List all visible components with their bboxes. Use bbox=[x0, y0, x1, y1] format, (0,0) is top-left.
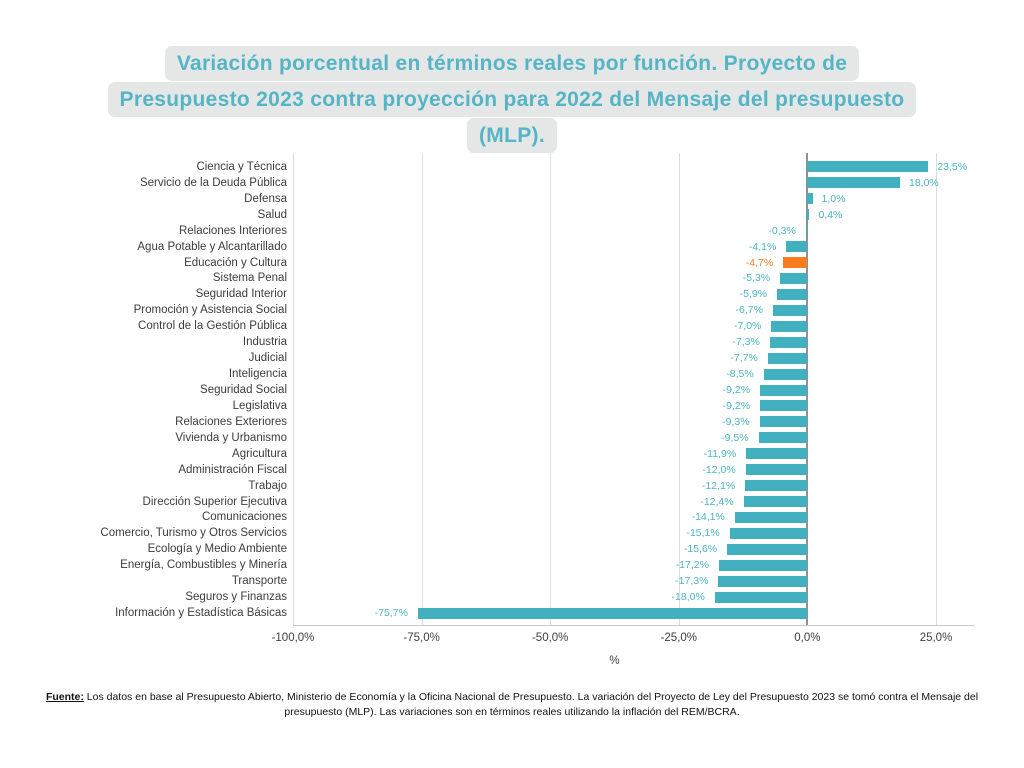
value-label: -17,2% bbox=[675, 559, 709, 572]
value-label: 23,5% bbox=[937, 160, 968, 173]
value-label: -7,0% bbox=[733, 320, 762, 333]
bar bbox=[777, 289, 807, 300]
value-label: 1,0% bbox=[821, 192, 846, 205]
category-label: Relaciones Exteriores bbox=[175, 415, 287, 428]
value-label: -9,5% bbox=[721, 431, 749, 444]
page-title-line-3: (MLP). bbox=[467, 118, 557, 153]
category-label: Servicio de la Deuda Pública bbox=[139, 176, 287, 189]
category-label: Educación y Cultura bbox=[184, 256, 287, 269]
value-label: -4,1% bbox=[748, 240, 777, 253]
x-tick-label: -25,0% bbox=[660, 632, 698, 644]
category-label: Seguridad Interior bbox=[195, 288, 287, 301]
bar bbox=[773, 305, 807, 316]
bar bbox=[760, 416, 808, 427]
category-label: Seguridad Social bbox=[200, 384, 287, 396]
value-label: -12,1% bbox=[701, 479, 736, 492]
value-label: -5,9% bbox=[739, 288, 768, 301]
value-label: -15,6% bbox=[683, 543, 718, 556]
value-label: -6,7% bbox=[735, 304, 763, 317]
x-tick-label: -75,0% bbox=[403, 632, 440, 644]
bar bbox=[771, 321, 807, 332]
value-label: -11,9% bbox=[703, 447, 737, 460]
bar bbox=[730, 528, 808, 539]
bar bbox=[770, 337, 808, 348]
value-label: -8,5% bbox=[726, 368, 754, 381]
value-label: -9,2% bbox=[722, 384, 751, 396]
category-label: Sistema Penal bbox=[212, 272, 287, 285]
value-label: -75,7% bbox=[374, 607, 408, 620]
bar bbox=[718, 576, 807, 587]
category-label: Administración Fiscal bbox=[178, 463, 287, 476]
gridline bbox=[293, 153, 294, 625]
gridline bbox=[679, 153, 680, 625]
value-label: -14,1% bbox=[691, 511, 725, 524]
category-label: Industria bbox=[242, 336, 287, 349]
source-label: Fuente: bbox=[45, 691, 84, 703]
category-label: Control de la Gestión Pública bbox=[138, 320, 287, 333]
value-label: -12,4% bbox=[700, 495, 734, 508]
bar bbox=[760, 400, 807, 411]
category-label: Agricultura bbox=[232, 447, 287, 460]
category-label: Transporte bbox=[231, 575, 287, 588]
category-label: Ciencia y Técnica bbox=[196, 160, 287, 173]
category-label: Salud bbox=[257, 208, 287, 221]
value-label: -7,7% bbox=[730, 352, 758, 365]
gridline bbox=[936, 153, 937, 625]
bar bbox=[806, 225, 808, 236]
source-text: Los datos en base al Presupuesto Abierto, Ministerio de Economía y la Oficina Nacional de Presupuesto. La variación del Proyecto de Ley del Presupuesto 2023 se tomó contra el Mensaje del presupuesto (MLP). Las variaciones son en términos reales utilizando la inflación del REM/BCRA. bbox=[83, 691, 979, 718]
bar bbox=[746, 464, 808, 475]
bar bbox=[764, 369, 808, 380]
bar bbox=[807, 209, 809, 220]
bar bbox=[760, 385, 807, 396]
x-tick-label: 0,0% bbox=[794, 632, 821, 644]
value-label: 18,0% bbox=[908, 176, 939, 189]
bar bbox=[786, 241, 807, 252]
value-label: -9,2% bbox=[722, 399, 751, 412]
category-label: Seguros y Finanzas bbox=[185, 591, 287, 604]
category-label: Relaciones Interiores bbox=[178, 224, 287, 237]
category-label: Agua Potable y Alcantarillado bbox=[137, 240, 287, 253]
gridline bbox=[550, 153, 551, 625]
category-label: Comercio, Turismo y Otros Servicios bbox=[100, 527, 287, 540]
bar bbox=[745, 480, 807, 491]
bar-highlighted bbox=[783, 257, 807, 268]
category-label: Comunicaciones bbox=[201, 511, 287, 524]
category-label: Vivienda y Urbanismo bbox=[175, 431, 287, 444]
bar bbox=[744, 496, 808, 507]
bar bbox=[807, 177, 900, 188]
category-label: Defensa bbox=[244, 192, 287, 205]
bar bbox=[746, 448, 807, 459]
value-label: -18,0% bbox=[671, 591, 705, 604]
value-label: -5,3% bbox=[742, 272, 771, 285]
bar bbox=[807, 161, 928, 172]
page-title-line-2: Presupuesto 2023 contra proyección para 2022 del Mensaje del presupuesto bbox=[108, 82, 917, 117]
bar bbox=[768, 353, 808, 364]
bar bbox=[735, 512, 808, 523]
x-tick-label: -100,0% bbox=[271, 632, 315, 644]
category-label: Legislativa bbox=[232, 399, 287, 412]
source-note bbox=[28, 690, 996, 720]
x-tick-label: 25,0% bbox=[919, 632, 953, 644]
category-label: Inteligencia bbox=[228, 368, 287, 381]
bar bbox=[759, 432, 808, 443]
category-label: Energía, Combustibles y Minería bbox=[120, 559, 287, 572]
value-label: -12,0% bbox=[702, 463, 736, 476]
category-label: Judicial bbox=[248, 352, 287, 365]
page-title-line-1: Variación porcentual en términos reales por función. Proyecto de bbox=[165, 46, 859, 81]
category-label: Dirección Superior Ejecutiva bbox=[142, 495, 287, 508]
gridline bbox=[422, 153, 423, 625]
value-label: -4,7% bbox=[745, 256, 774, 269]
value-label: -9,3% bbox=[722, 415, 750, 428]
bar bbox=[807, 193, 812, 204]
bar bbox=[780, 273, 807, 284]
category-label: Información y Estadística Básicas bbox=[115, 607, 287, 620]
x-axis-title: % bbox=[609, 655, 620, 667]
value-label: -7,3% bbox=[732, 336, 760, 349]
bar bbox=[727, 544, 807, 555]
bar bbox=[719, 560, 807, 571]
bar bbox=[715, 592, 808, 603]
value-label: 0,4% bbox=[818, 208, 843, 221]
category-label: Ecología y Medio Ambiente bbox=[147, 543, 287, 556]
value-label: -15,1% bbox=[686, 527, 720, 540]
value-label: -0,3% bbox=[768, 224, 796, 237]
x-axis-line bbox=[293, 625, 975, 626]
bar bbox=[418, 608, 807, 619]
x-tick-label: -50,0% bbox=[531, 632, 569, 644]
category-label: Trabajo bbox=[248, 479, 287, 492]
category-label: Promoción y Asistencia Social bbox=[133, 304, 287, 317]
value-label: -17,3% bbox=[675, 575, 709, 588]
